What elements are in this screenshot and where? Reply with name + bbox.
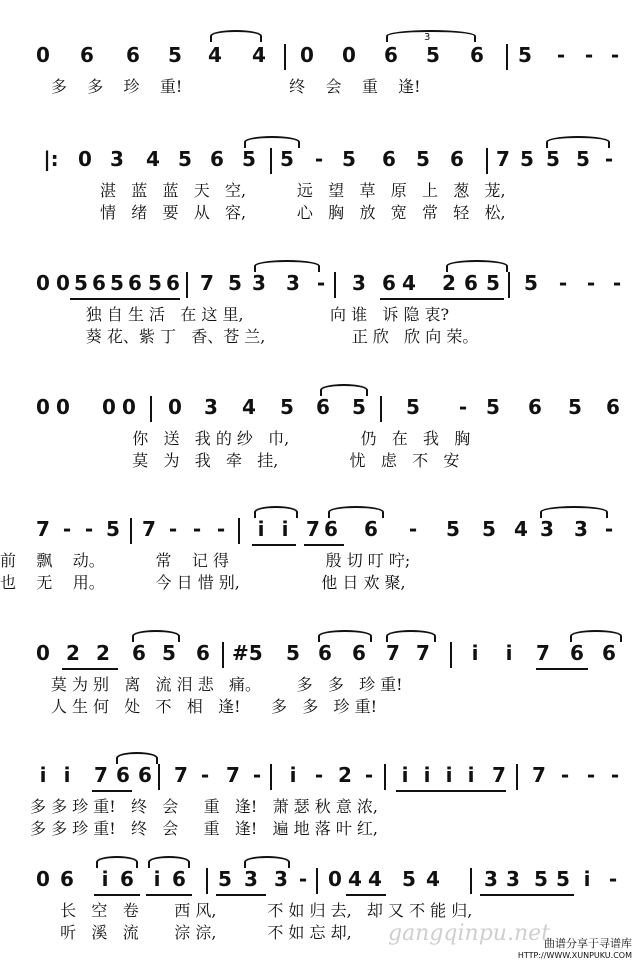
note: i <box>63 763 71 787</box>
note: 5 <box>402 867 416 891</box>
note: 6 <box>324 517 338 541</box>
note: 5 <box>518 43 532 67</box>
bar-line <box>516 764 518 790</box>
note: 7 <box>496 147 510 171</box>
note: 7 <box>200 271 214 295</box>
note: 7 <box>536 641 550 665</box>
note: 6 <box>382 271 396 295</box>
note: 3 <box>506 867 520 891</box>
bar-line <box>238 518 240 544</box>
watermark: gangqinpu.net <box>387 921 550 946</box>
notes-row-2 <box>0 146 640 176</box>
note: 7 <box>174 763 188 787</box>
note: 2 <box>442 271 456 295</box>
lyrics-line-2: 听 溪 流 淙 淙, 不 如 忘 却, <box>50 923 352 942</box>
note: 3 <box>244 867 258 891</box>
note: 3 <box>352 271 366 295</box>
note: 5 <box>280 147 294 171</box>
lyrics-line-2: 葵 花、紫 丁 香、苍 兰, 正 欣 欣 向 荣。 <box>40 327 479 346</box>
note: 0 <box>36 867 50 891</box>
slur <box>116 752 158 764</box>
note: 6 <box>210 147 224 171</box>
lyrics-line-1: 莫 为 别 离 流 泪 悲 痛。 多 多 珍 重! <box>0 675 403 694</box>
slur <box>386 630 436 642</box>
note: 6 <box>382 147 396 171</box>
notes-row-1 <box>0 42 640 72</box>
note: 5 <box>228 271 242 295</box>
note: 6 <box>602 641 616 665</box>
note: 0 <box>36 395 50 419</box>
note: - <box>604 517 614 541</box>
note: - <box>168 517 178 541</box>
note: 3 <box>204 395 218 419</box>
note: i <box>423 763 431 787</box>
note: 5 <box>148 271 162 295</box>
beam <box>252 544 296 546</box>
note: 5 <box>426 43 440 67</box>
lyrics-line-2: 多 多 珍 重! 终 会 重 逢! 遍 地 落 叶 红, <box>30 819 379 838</box>
lyrics-line-2: 也 无 用。 今 日 惜 别, 他 日 欢 聚, <box>0 573 406 592</box>
bar-line <box>486 148 488 174</box>
note: i <box>39 763 47 787</box>
bar-line <box>206 868 208 894</box>
note: 0 <box>328 867 342 891</box>
lyrics-line-2: 人 生 何 处 不 相 逢! 多 多 珍 重! <box>0 697 378 716</box>
bar-line <box>270 148 272 174</box>
note: i <box>153 867 161 891</box>
beam <box>216 894 266 896</box>
note: - <box>216 517 226 541</box>
notes-row-4 <box>0 394 640 424</box>
note: 6 <box>384 43 398 67</box>
note: 0 <box>78 147 92 171</box>
bar-line <box>222 642 224 668</box>
note: 5 <box>546 147 560 171</box>
note: - <box>610 763 620 787</box>
note: 5 <box>280 395 294 419</box>
note: 7 <box>532 763 546 787</box>
note: 6 <box>318 641 332 665</box>
slur <box>546 136 610 148</box>
note: 5 <box>486 395 500 419</box>
note: 5 <box>286 641 300 665</box>
slur <box>244 856 290 868</box>
note: i <box>101 867 109 891</box>
note: - <box>314 763 324 787</box>
note: - <box>408 517 418 541</box>
note: 5 <box>576 147 590 171</box>
note: 7 <box>142 517 156 541</box>
note: i <box>505 641 513 665</box>
lyrics-line-2: 情 绪 要 从 容, 心 胸 放 宽 常 轻 松, <box>44 203 506 222</box>
note: 6 <box>132 641 146 665</box>
note: 5 <box>482 517 496 541</box>
note: - <box>558 271 568 295</box>
note: 0 <box>36 43 50 67</box>
note: i <box>281 517 289 541</box>
note: - <box>252 763 262 787</box>
note: 4 <box>402 271 416 295</box>
note: i <box>583 867 591 891</box>
note: - <box>586 763 596 787</box>
note: - <box>556 43 566 67</box>
slur <box>132 630 180 642</box>
note: - <box>612 271 622 295</box>
lyrics-line-1: 前 飘 动。 常 记 得 殷 切 叮 咛; <box>0 551 411 570</box>
bar-line <box>450 642 452 668</box>
note: - <box>62 517 72 541</box>
note: 6 <box>80 43 94 67</box>
note: 5 <box>74 271 88 295</box>
note: 0 <box>56 395 70 419</box>
note: 4 <box>514 517 528 541</box>
note: 5 <box>352 395 366 419</box>
note: - <box>200 763 210 787</box>
note: i <box>257 517 265 541</box>
note: 0 <box>342 43 356 67</box>
note: 6 <box>166 271 180 295</box>
bar-line <box>316 868 318 894</box>
note: 6 <box>450 147 464 171</box>
note: 7 <box>94 763 108 787</box>
note: 6 <box>120 867 134 891</box>
note: 4 <box>208 43 222 67</box>
bar-line <box>158 764 160 790</box>
site-url: HTTP://WWW.XUNPUKU.COM <box>517 951 632 960</box>
bar-line <box>384 764 386 790</box>
note: i <box>401 763 409 787</box>
note: 5 <box>534 867 548 891</box>
note: 5 <box>162 641 176 665</box>
beam <box>380 298 504 300</box>
note: 6 <box>606 395 620 419</box>
note: i <box>289 763 297 787</box>
note: 7 <box>492 763 506 787</box>
note: - <box>298 867 308 891</box>
note: 6 <box>570 641 584 665</box>
note: 3 <box>574 517 588 541</box>
triplet-mark: 3 <box>424 32 431 43</box>
beam <box>346 894 386 896</box>
bar-line <box>130 518 132 544</box>
note: 5 <box>568 395 582 419</box>
lyrics-line-1: 你 送 我 的 纱 巾, 仍 在 我 胸 <box>0 429 471 448</box>
lyrics-line-1: 独 自 生 活 在 这 里, 向 谁 诉 隐 衷? <box>40 305 450 324</box>
bar-line <box>470 868 472 894</box>
slur <box>386 30 476 42</box>
bar-line <box>186 272 188 298</box>
site-footer <box>518 935 632 960</box>
bar-line <box>150 396 152 422</box>
note: 5 <box>520 147 534 171</box>
slur <box>96 856 138 868</box>
lyrics-line-1: 长 空 卷 西 风, 不 如 归 去, 却 又 不 能 归, <box>50 901 473 920</box>
notes-row-6 <box>0 640 640 670</box>
note: 3 <box>252 271 266 295</box>
note-sharp: #5 <box>232 641 263 665</box>
notes-row-5 <box>0 516 640 546</box>
note: - <box>364 763 374 787</box>
note: 0 <box>122 395 136 419</box>
note: - <box>608 867 618 891</box>
note: 3 <box>484 867 498 891</box>
note: 7 <box>386 641 400 665</box>
note: - <box>560 763 570 787</box>
note: 5 <box>486 271 500 295</box>
note: 0 <box>36 641 50 665</box>
slur <box>254 506 298 518</box>
beam <box>480 894 574 896</box>
note: - <box>84 517 94 541</box>
note: 5 <box>342 147 356 171</box>
note: 4 <box>348 867 362 891</box>
note: 6 <box>316 395 330 419</box>
beam <box>94 894 140 896</box>
bar-line <box>270 764 272 790</box>
lyrics-line-1: 湛 蓝 蓝 天 空, 远 望 草 原 上 葱 茏, <box>44 181 506 200</box>
note: 2 <box>96 641 110 665</box>
note: 4 <box>242 395 256 419</box>
notes-row-7 <box>0 762 640 792</box>
note: 4 <box>426 867 440 891</box>
note: 5 <box>556 867 570 891</box>
note: 6 <box>60 867 74 891</box>
site-name: 曲谱分享于寻谱库 <box>544 937 632 950</box>
beam <box>70 298 180 300</box>
note: 6 <box>138 763 152 787</box>
note: - <box>316 271 326 295</box>
notes-row-8 <box>0 866 640 896</box>
note: 5 <box>242 147 256 171</box>
slur <box>210 30 262 42</box>
note: 5 <box>168 43 182 67</box>
note: 5 <box>524 271 538 295</box>
note: 6 <box>470 43 484 67</box>
note: 6 <box>172 867 186 891</box>
note: 4 <box>146 147 160 171</box>
note: i <box>445 763 453 787</box>
note: 7 <box>416 641 430 665</box>
note: - <box>192 517 202 541</box>
slur <box>320 384 368 396</box>
note: 6 <box>528 395 542 419</box>
note: 6 <box>92 271 106 295</box>
note: i <box>471 641 479 665</box>
notes-row-3 <box>0 270 640 300</box>
slur <box>148 856 190 868</box>
bar-line <box>334 272 336 298</box>
note: 5 <box>406 395 420 419</box>
note: 7 <box>306 517 320 541</box>
note: 7 <box>36 517 50 541</box>
beam <box>146 894 192 896</box>
note: 5 <box>110 271 124 295</box>
bar-line <box>380 396 382 422</box>
beam <box>304 544 344 546</box>
slur <box>244 136 300 148</box>
beam <box>396 790 506 792</box>
bar-line <box>284 44 286 70</box>
note: 7 <box>226 763 240 787</box>
note: 6 <box>464 271 478 295</box>
slur <box>328 506 384 518</box>
note: 5 <box>178 147 192 171</box>
note: 6 <box>128 271 142 295</box>
note: 3 <box>110 147 124 171</box>
note: 0 <box>36 271 50 295</box>
note: 6 <box>364 517 378 541</box>
lyrics-line-2: 莫 为 我 牵 挂, 忧 虑 不 安 <box>0 451 460 470</box>
note: 2 <box>66 641 80 665</box>
note: 3 <box>286 271 300 295</box>
note: 6 <box>116 763 130 787</box>
beam <box>62 668 118 670</box>
note: 4 <box>368 867 382 891</box>
note: 3 <box>540 517 554 541</box>
note: 5 <box>218 867 232 891</box>
note: 2 <box>338 763 352 787</box>
beam <box>536 668 588 670</box>
note: i <box>467 763 475 787</box>
repeat-sign: |: <box>43 147 59 171</box>
beam <box>92 790 132 792</box>
note: 5 <box>106 517 120 541</box>
note: 6 <box>352 641 366 665</box>
note: 0 <box>300 43 314 67</box>
slur <box>254 260 320 272</box>
note: 4 <box>252 43 266 67</box>
note: 5 <box>416 147 430 171</box>
note: 6 <box>196 641 210 665</box>
note: - <box>458 395 468 419</box>
lyrics-line-1: 多 多 珍 重! 终 会 重 逢! <box>0 77 421 96</box>
note: - <box>610 43 620 67</box>
note: - <box>584 43 594 67</box>
bar-line <box>506 44 508 70</box>
lyrics-line-1: 多 多 珍 重! 终 会 重 逢! 萧 瑟 秋 意 浓, <box>30 797 379 816</box>
note: 0 <box>168 395 182 419</box>
note: - <box>314 147 324 171</box>
note: 0 <box>56 271 70 295</box>
note: 6 <box>126 43 140 67</box>
note: 5 <box>446 517 460 541</box>
note: - <box>604 147 614 171</box>
slur <box>446 260 508 272</box>
note: 3 <box>274 867 288 891</box>
bar-line <box>508 272 510 298</box>
note: 0 <box>102 395 116 419</box>
slur <box>540 506 608 518</box>
note: - <box>586 271 596 295</box>
slur <box>570 630 622 642</box>
slur <box>318 630 372 642</box>
